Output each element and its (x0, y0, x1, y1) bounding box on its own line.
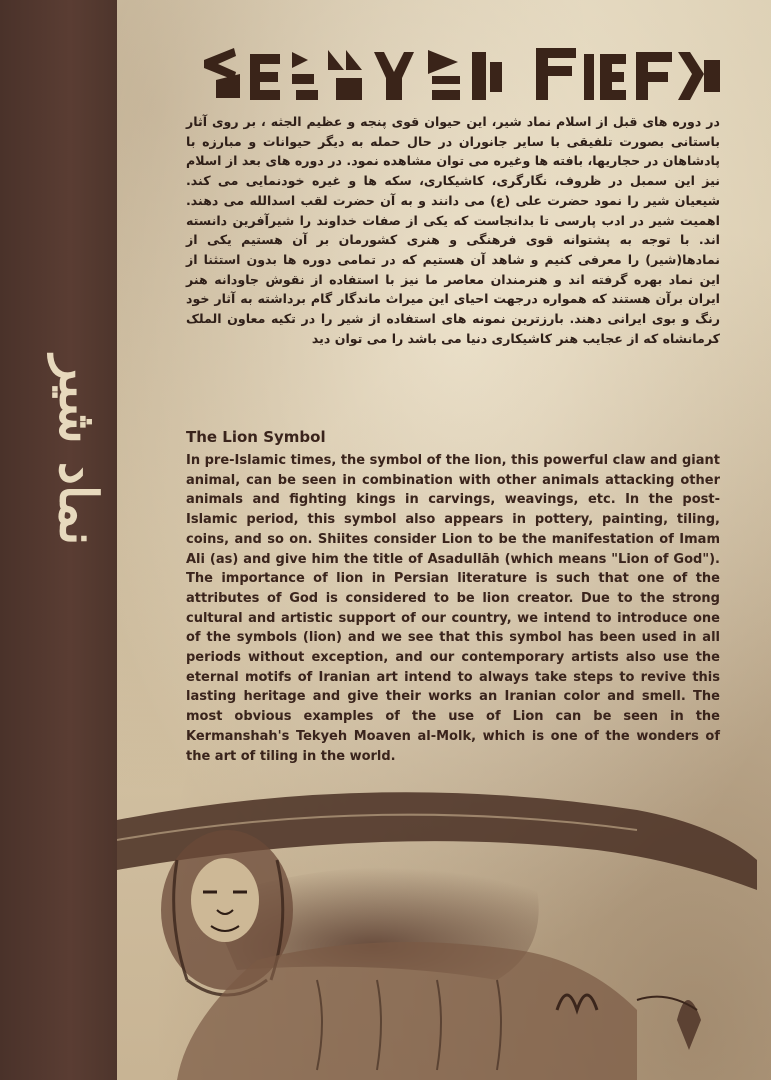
english-paragraph: In pre-Islamic times, the symbol of the lion, this powerful claw and giant animal, can be seen in combination with other animals attacking other animals and fighting kings in carvings, weavings, etc. In the post-Islamic period, this symbol also appears in pottery, painting, tiling, coins, and so on. Shiites consider Lion to be the manifestation of Imam Ali (as) and give him the title of Asadullāh (which means "Lion of God"). The importance of lion in Persian literature is such that one of the attributes of God is considered to be lion creator. Due to the strong cultural and artistic support of our country, we intend to introduce one of the symbols (lion) and we see that this symbol has been used in all periods without exception, and our contemporary artists also use the eternal motifs of Iranian art intend to always take steps to revive this lasting heritage and give their works an Iranian color and smell. The most obvious examples of the use of Lion can be seen in the Kermanshah's Tekyeh Moaven al-Molk, which is one of the wonders of the art of tiling in the world. (186, 453, 720, 764)
persian-paragraph: در دوره های قبل از اسلام نماد شیر، این حیوان قوی پنجه و عظیم الجثه ، بر روی آثار باستانی بصورت تلفیقی با سایر جانوران در حال حمله به دیگر حیوانات و مبارزه با پادشاهان در حجاریها، بافته ها وغیره می توان مشاهده نمود. در دوره های بعد از اسلام نیز این سمبل در ظروف، نگارگری، کاشیکاری، سکه ها و غیره خودنمایی می کند. شیعیان شیر را نمود حضرت علی (ع) می دانند و به آن حضرت لقب اسدالله می دهند. اهمیت شیر در ادب پارسی تا بدانجاست که یکی از صفات خداوند را شیرآفرین دانسته اند. با توجه به پشتوانه قوی فرهنگی و هنری کشورمان بر آن هستیم یکی از نمادها(شیر) را معرفی کنیم و شاهد آن هستیم که در تمامی دوره ها بدون استثنا از این نماد بهره گرفته اند و هنرمندان معاصر ما نیز با استفاده از نقوش جاودانه هنر ایران برآن هستند که همواره درجهت احیای این میراث ماندگار گام برداشته به آثار خود رنگ و بوی ایرانی دهند. بارزترین نمونه های استفاده از شیر را در تکیه معاون الملک کرمانشاه که از عجایب هنر کاشیکاری دنیا می باشد را می توان دید (186, 114, 720, 346)
side-spine (0, 0, 117, 1080)
spine-title (47, 190, 109, 710)
cuneiform-heading-icon (196, 40, 726, 110)
lion-illustration-icon (117, 780, 771, 1080)
spine-title-text: نماد شیر (47, 355, 109, 545)
english-title: The Lion Symbol (186, 428, 326, 446)
